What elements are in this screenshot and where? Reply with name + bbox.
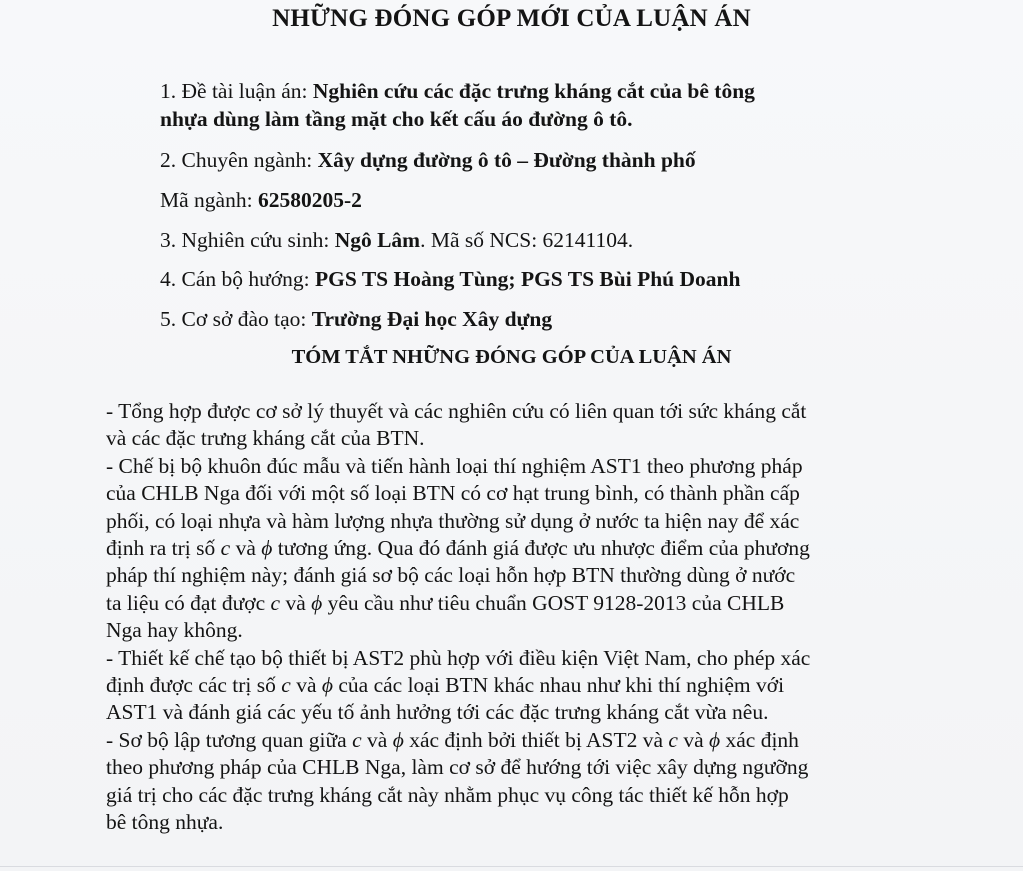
info-label: 3. Nghiên cứu sinh: — [160, 228, 330, 252]
document-title: NHỮNG ĐÓNG GÓP MỚI CỦA LUẬN ÁN — [272, 5, 751, 32]
info-label: 2. Chuyên ngành: — [160, 148, 313, 172]
paragraph-line: - Chế bị bộ khuôn đúc mẫu và tiến hành loại thí nghiệm AST1 theo phương pháp — [106, 453, 803, 478]
info-line-institution — [160, 305, 960, 333]
paragraph-line: AST1 và đánh giá các yếu tố ảnh hưởng tới các đặc trưng kháng cắt vừa nêu. — [106, 700, 769, 725]
paragraph-line: định ra trị số c và ϕ tương ứng. Qua đó đánh giá được ưu nhược điểm của phương — [106, 536, 810, 561]
paragraph-line: định được các trị số c và ϕ của các loại BTN khác nhau như khi thí nghiệm với — [106, 673, 785, 698]
summary-heading: TÓM TẮT NHỮNG ĐÓNG GÓP CỦA LUẬN ÁN — [291, 346, 732, 368]
paragraph-line: Nga hay không. — [106, 618, 243, 643]
summary-paragraph — [106, 398, 936, 453]
info-line-topic — [160, 77, 960, 105]
info-suffix: . Mã số NCS: 62141104. — [420, 228, 634, 252]
info-value: Nghiên cứu các đặc trưng kháng cắt của bê tông — [312, 79, 755, 103]
paragraph-line: - Tổng hợp được cơ sở lý thuyết và các nghiên cứu có liên quan tới sức kháng cắt — [106, 399, 807, 423]
info-line-major — [160, 146, 960, 174]
info-value: Ngô Lâm — [334, 228, 421, 252]
info-label: 4. Cán bộ hướng: — [160, 267, 310, 291]
paragraph-line: theo phương pháp của CHLB Nga, làm cơ sở để hướng tới việc xây dựng ngưỡng — [106, 755, 809, 780]
summary-paragraph — [106, 645, 936, 727]
info-value: 62580205-2 — [257, 188, 362, 212]
summary-paragraph — [106, 453, 936, 645]
info-value: Trường Đại học Xây dựng — [311, 307, 553, 331]
paragraph-line: - Sơ bộ lập tương quan giữa c và ϕ xác định bởi thiết bị AST2 và c và ϕ xác định — [106, 727, 799, 752]
info-label: Mã ngành: — [160, 188, 253, 212]
summary-paragraph — [106, 727, 936, 837]
paragraph-line: ta liệu có đạt được c và ϕ yêu cầu như tiêu chuẩn GOST 9128-2013 của CHLB — [106, 590, 785, 615]
paragraph-line: phối, có loại nhựa và hàm lượng nhựa thường sử dụng ở nước ta hiện nay để xác — [106, 508, 800, 533]
info-line-major-code — [160, 186, 960, 214]
info-line-supervisors — [160, 265, 960, 293]
info-label: 5. Cơ sở đào tạo: — [160, 307, 307, 331]
info-label: 1. Đề tài luận án: — [160, 79, 308, 103]
paragraph-line: và các đặc trưng kháng cắt của BTN. — [106, 426, 425, 451]
info-line-topic-cont — [160, 105, 960, 133]
paragraph-line: pháp thí nghiệm này; đánh giá sơ bộ các loại hỗn hợp BTN thường dùng ở nước — [106, 563, 796, 588]
page-bottom-edge — [0, 866, 1023, 867]
paragraph-line: giá trị cho các đặc trưng kháng cắt này nhằm phục vụ công tác thiết kế hỗn hợp — [106, 782, 789, 807]
info-value: Xây dựng đường ô tô – Đường thành phố — [317, 148, 696, 172]
paragraph-line: bê tông nhựa. — [106, 810, 224, 835]
info-value: nhựa dùng làm tầng mặt cho kết cấu áo đường ô tô. — [160, 107, 633, 131]
info-value: PGS TS Hoàng Tùng; PGS TS Bùi Phú Doanh — [315, 267, 741, 291]
paragraph-line: - Thiết kế chế tạo bộ thiết bị AST2 phù hợp với điều kiện Việt Nam, cho phép xác — [106, 645, 811, 670]
info-line-researcher — [160, 226, 960, 254]
summary-body — [106, 398, 936, 837]
paragraph-line: của CHLB Nga đối với một số loại BTN có cơ hạt trung bình, có thành phần cấp — [106, 481, 800, 506]
